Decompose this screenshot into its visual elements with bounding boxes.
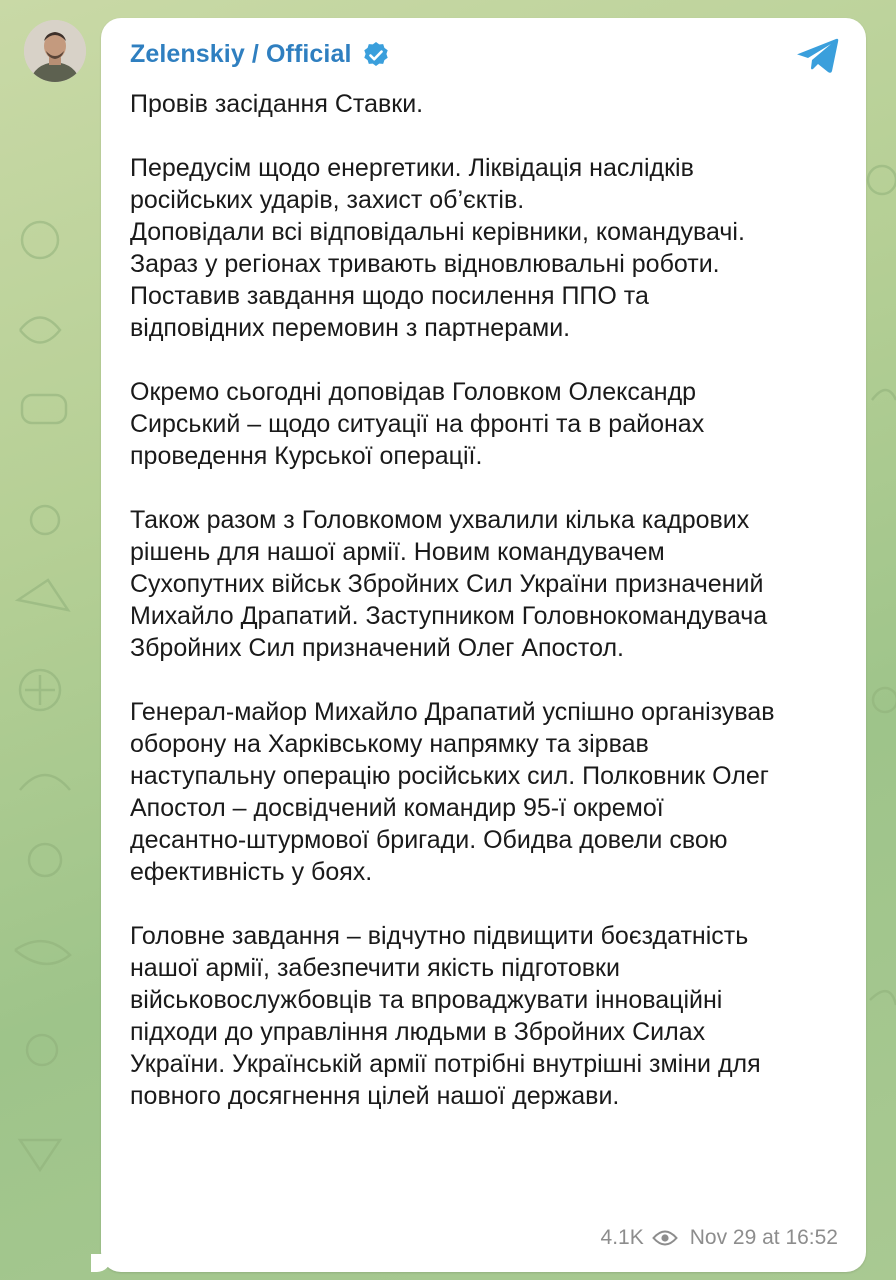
avatar-image (24, 20, 86, 82)
telegram-icon[interactable] (796, 36, 840, 76)
message-meta (601, 1226, 838, 1250)
message-timestamp: Nov 29 at 16:52 (689, 1226, 838, 1249)
eye-icon (652, 1229, 678, 1247)
verified-badge-icon (362, 41, 390, 69)
message-paragraph: Передусім щодо енергетики. Ліквідація наслідків російських ударів, захист об’єктів. Доповідали всі відповідальні керівники, командувачі. Зараз у регіонах тривають відновлювальні роботи. Поставив завдання щодо посилення ППО та відповідних перемовин з партнерами. (130, 154, 745, 342)
message-paragraph: Провів засідання Ставки. (130, 90, 424, 118)
message-paragraph: Генерал-майор Михайло Драпатий успішно організував оборону на Харківському напрямку та зірвав наступальну операцію російських сил. Полковник Олег Апостол – досвідчений командир 95-ї окремої десантно-штурмової бригади. Обидва довели свою ефективність у боях. (130, 698, 775, 886)
channel-avatar[interactable] (24, 20, 86, 82)
message-paragraph: Також разом з Головкомом ухвалили кілька кадрових рішень для нашої армії. Новим командувачем Сухопутних військ Збройних Сил України призначений Михайло Драпатий. Заступником Головнокомандувача Збройних Сил призначений Олег Апостол. (130, 506, 768, 662)
message-bubble (101, 18, 866, 1272)
message-header (130, 40, 390, 69)
channel-name[interactable]: Zelenskiy / Official (130, 40, 352, 68)
message-paragraph: Окремо сьогодні доповідав Головком Олександр Сирський – щодо ситуації на фронті та в районах проведення Курської операції. (130, 378, 705, 470)
view-count: 4.1K (600, 1226, 644, 1249)
message-text (130, 88, 842, 1144)
message-paragraph: Головне завдання – відчутно підвищити боєздатність нашої армії, забезпечити якість підготовки військовослужбовців та впроваджувати інноваційні підходи до управління людьми в Збройних Силах України. Українській армії потрібні внутрішні зміни для повного досягнення цілей нашої держави. (130, 922, 761, 1110)
